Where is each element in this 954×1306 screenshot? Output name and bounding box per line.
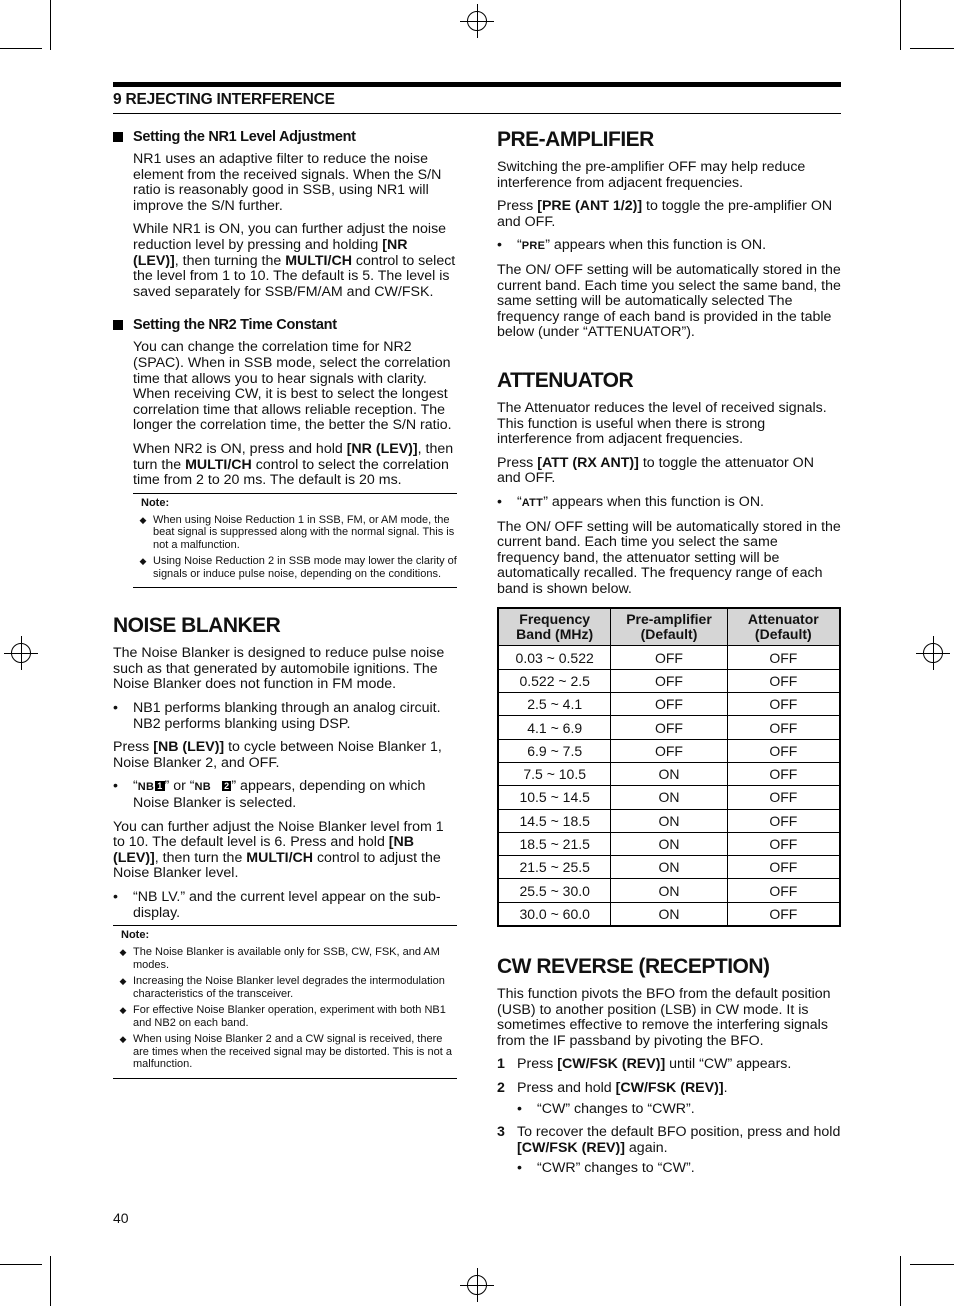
noise-blanker-heading: NOISE BLANKER [113, 614, 281, 638]
table-cell: 2.5 ~ 4.1 [498, 693, 611, 716]
table-row [498, 879, 840, 902]
note-item: ◆ Using Noise Reduction 2 in SSB mode may lower the clarity of signals or induce pulse noise, depending on the conditions. [133, 555, 457, 580]
pre-paragraph: Press [PRE (ANT 1/2)] to toggle the pre-amplifier ON and OFF. [497, 198, 833, 230]
diamond-bullet-icon: ◆ [139, 514, 147, 525]
pre-bullet: • “PRE” appears when this function is ON. [497, 237, 767, 254]
table-cell: OFF [727, 809, 840, 832]
table-cell: OFF [727, 646, 840, 669]
chapter-header: 9 REJECTING INTERFERENCE [113, 89, 841, 114]
diamond-bullet-icon: ◆ [119, 1005, 127, 1016]
table-row [498, 856, 840, 879]
table-cell: 7.5 ~ 10.5 [498, 762, 611, 785]
table-cell: 18.5 ~ 21.5 [498, 832, 611, 855]
step-item: 1 Press [CW/FSK (REV)] until “CW” appears. [497, 1056, 792, 1073]
att-paragraph: The ON/ OFF setting will be automatically stored in the current band. Each time you select the same frequency band, the attenuator setting will be automatically recalled. The frequency range of each band is shown below. [497, 518, 841, 597]
table-cell: OFF [727, 856, 840, 879]
note-item: ◆ For effective Noise Blanker operation, experiment with both NB1 and NB2 on each band. [113, 1004, 457, 1029]
table-cell: OFF [727, 669, 840, 692]
diamond-bullet-icon: ◆ [119, 1034, 127, 1045]
crop-mark [900, 0, 901, 50]
square-bullet-icon [113, 320, 123, 330]
left-column [113, 128, 457, 1087]
table-row [498, 646, 840, 669]
note-item: ◆ Increasing the Noise Blanker level degrades the intermodulation characteristics of the transceiver. [113, 975, 457, 1000]
table-cell: OFF [727, 832, 840, 855]
right-column [497, 128, 841, 1185]
table-row [498, 762, 840, 785]
page-number: 40 [113, 1210, 129, 1226]
crop-mark [910, 1264, 954, 1265]
note-item: ◆ The Noise Blanker is available only for SSB, CW, FSK, and AM modes. [113, 946, 457, 971]
table-cell: ON [611, 786, 727, 809]
square-bullet-icon [113, 132, 123, 142]
table-cell: OFF [611, 646, 727, 669]
crop-mark [0, 1264, 42, 1265]
nb-paragraph: The Noise Blanker is designed to reduce pulse noise such as that generated by automobile ignitions. The Noise Blanker does not function in FM mode. [113, 645, 445, 693]
table-header: Frequency Band (MHz) [498, 608, 611, 646]
note-title: Note: [121, 929, 150, 942]
nr2-paragraph: When NR2 is ON, press and hold [NR (LEV)], then turn the MULTI/CH control to select the correlation time from 2 to 20 ms. The default is 20 ms. [133, 440, 454, 489]
step-bullet: • “CW” changes to “CWR”. [517, 1100, 695, 1117]
table-cell: 30.0 ~ 60.0 [498, 902, 611, 926]
pre-indicator-icon: PRE [521, 240, 546, 253]
note-item: ◆ When using Noise Reduction 1 in SSB, FM, or AM mode, the beat signal is suppressed along with the normal signal. This is not a malfunction. [133, 514, 457, 552]
table-cell: ON [611, 762, 727, 785]
table-cell: OFF [727, 879, 840, 902]
registration-mark-icon [460, 4, 494, 38]
table-cell: OFF [727, 739, 840, 762]
nb-note-box [113, 925, 457, 1079]
table-row [498, 693, 840, 716]
cw-reverse-heading: CW REVERSE (RECEPTION) [497, 955, 770, 979]
table-cell: OFF [727, 762, 840, 785]
note-title: Note: [141, 496, 170, 509]
table-row [498, 739, 840, 762]
crop-mark [50, 0, 51, 50]
table-cell: OFF [611, 669, 727, 692]
registration-mark-icon [4, 636, 38, 670]
table-cell: 25.5 ~ 30.0 [498, 879, 611, 902]
table-header: Pre-amplifier (Default) [611, 608, 727, 646]
att-paragraph: Press [ATT (RX ANT)] to toggle the attenuator ON and OFF. [497, 454, 814, 487]
step-item: 3 To recover the default BFO position, press and hold [CW/FSK (REV)] again. [497, 1124, 841, 1156]
diamond-bullet-icon: ◆ [119, 976, 127, 987]
table-cell: OFF [727, 786, 840, 809]
nr2-heading: Setting the NR2 Time Constant [113, 316, 457, 334]
table-header: Attenuator (Default) [727, 608, 840, 646]
attenuator-heading: ATTENUATOR [497, 368, 634, 392]
table-cell: ON [611, 832, 727, 855]
cw-paragraph: This function pivots the BFO from the default position (USB) to another position (LSB) in CW mode. It is sometimes effective to remove the interfering signals from the IF passband by pivoting the BFO. [497, 986, 831, 1049]
pre-paragraph: Switching the pre-amplifier OFF may help reduce interference from adjacent frequencies. [497, 159, 806, 191]
table-cell: OFF [611, 739, 727, 762]
diamond-bullet-icon: ◆ [139, 556, 147, 567]
table-cell: 14.5 ~ 18.5 [498, 809, 611, 832]
nb-bullet: • “NB LV.” and the current level appear on the sub-display. [113, 888, 441, 921]
table-cell: OFF [727, 693, 840, 716]
crop-mark [50, 1256, 51, 1306]
table-cell: OFF [727, 716, 840, 739]
band-settings-table [497, 607, 841, 927]
table-cell: 0.03 ~ 0.522 [498, 646, 611, 669]
nb-paragraph: Press [NB (LEV)] to cycle between Noise Blanker 1, Noise Blanker 2, and OFF. [113, 739, 442, 771]
crop-mark [900, 1256, 901, 1306]
table-row [498, 669, 840, 692]
table-cell: 0.522 ~ 2.5 [498, 669, 611, 692]
table-cell: OFF [727, 902, 840, 926]
nr1-paragraph: NR1 uses an adaptive filter to reduce the noise element from the received signals. When the S/N ratio is reasonably good in SSB, using NR1 will improve the S/N further. [133, 151, 442, 214]
att-bullet: • “ATT” appears when this function is ON. [497, 493, 765, 510]
crop-mark [910, 48, 954, 49]
nb1-indicator-icon: NB 1 [137, 781, 163, 794]
diamond-bullet-icon: ◆ [119, 947, 127, 958]
table-row [498, 809, 840, 832]
table-cell: 21.5 ~ 25.5 [498, 856, 611, 879]
header-rule [113, 82, 841, 87]
table-cell: OFF [611, 693, 727, 716]
table-row [498, 902, 840, 926]
table-cell: 10.5 ~ 14.5 [498, 786, 611, 809]
table-cell: ON [611, 902, 727, 926]
note-item: ◆ When using Noise Blanker 2 and a CW signal is received, there are times when the received signal may be distorted. This is not a malfunction. [113, 1033, 457, 1071]
table-header-row [498, 608, 840, 646]
table-cell: 6.9 ~ 7.5 [498, 739, 611, 762]
nr1-paragraph: While NR1 is ON, you can further adjust the noise reduction level by pressing and holding [NR (LEV)], then turning the MULTI/CH control to select the level from 1 to 10. The default is 5. The level is saved separately for SSB/FM/AM and CW/FSK. [133, 221, 456, 300]
table-row [498, 786, 840, 809]
pre-amplifier-heading: PRE-AMPLIFIER [497, 128, 654, 151]
att-paragraph: The Attenuator reduces the level of received signals. This function is useful when there is strong interference from adjacent frequencies. [497, 399, 827, 448]
table-cell: ON [611, 809, 727, 832]
nr1-heading: Setting the NR1 Level Adjustment [113, 128, 457, 146]
pre-paragraph: The ON/ OFF setting will be automatically stored in the current band. Each time you select the same band, the same setting will be automatically selected The frequency range of each band is provided in the table below (under “ATTENUATOR”). [497, 261, 841, 341]
table-row [498, 832, 840, 855]
registration-mark-icon [916, 636, 950, 670]
crop-mark [0, 48, 42, 49]
nb-paragraph: You can further adjust the Noise Blanker level from 1 to 10. The default level is 6. Press and hold [NB (LEV)], then turn the MULTI/CH control to adjust the Noise Blanker level. [113, 818, 444, 882]
step-item: 2 Press and hold [CW/FSK (REV)]. [497, 1080, 728, 1096]
table-body [498, 646, 840, 926]
registration-mark-icon [460, 1268, 494, 1302]
nb-bullet: • “NB 1 ” or “NB 2 ” appears, depending on which Noise Blanker is selected. [113, 778, 426, 811]
nr-note-box [133, 493, 457, 589]
table-cell: ON [611, 856, 727, 879]
table-cell: 4.1 ~ 6.9 [498, 716, 611, 739]
att-indicator-icon: ATT [521, 496, 544, 509]
nb2-indicator-icon: NB 2 [194, 781, 230, 794]
nb-bullet: • NB1 performs blanking through an analog circuit. NB2 performs blanking using DSP. [113, 699, 441, 732]
table-row [498, 716, 840, 739]
nr2-paragraph: You can change the correlation time for NR2 (SPAC). When in SSB mode, select the correlation time that allows you to hear signals with clarity. When receiving CW, it is best to select the longest correlation time that allows reliable reception. The longer the correlation time, the better the S/N ratio. [133, 339, 452, 434]
table-cell: ON [611, 879, 727, 902]
step-bullet: • “CWR” changes to “CW”. [517, 1160, 695, 1177]
table-cell: OFF [611, 716, 727, 739]
